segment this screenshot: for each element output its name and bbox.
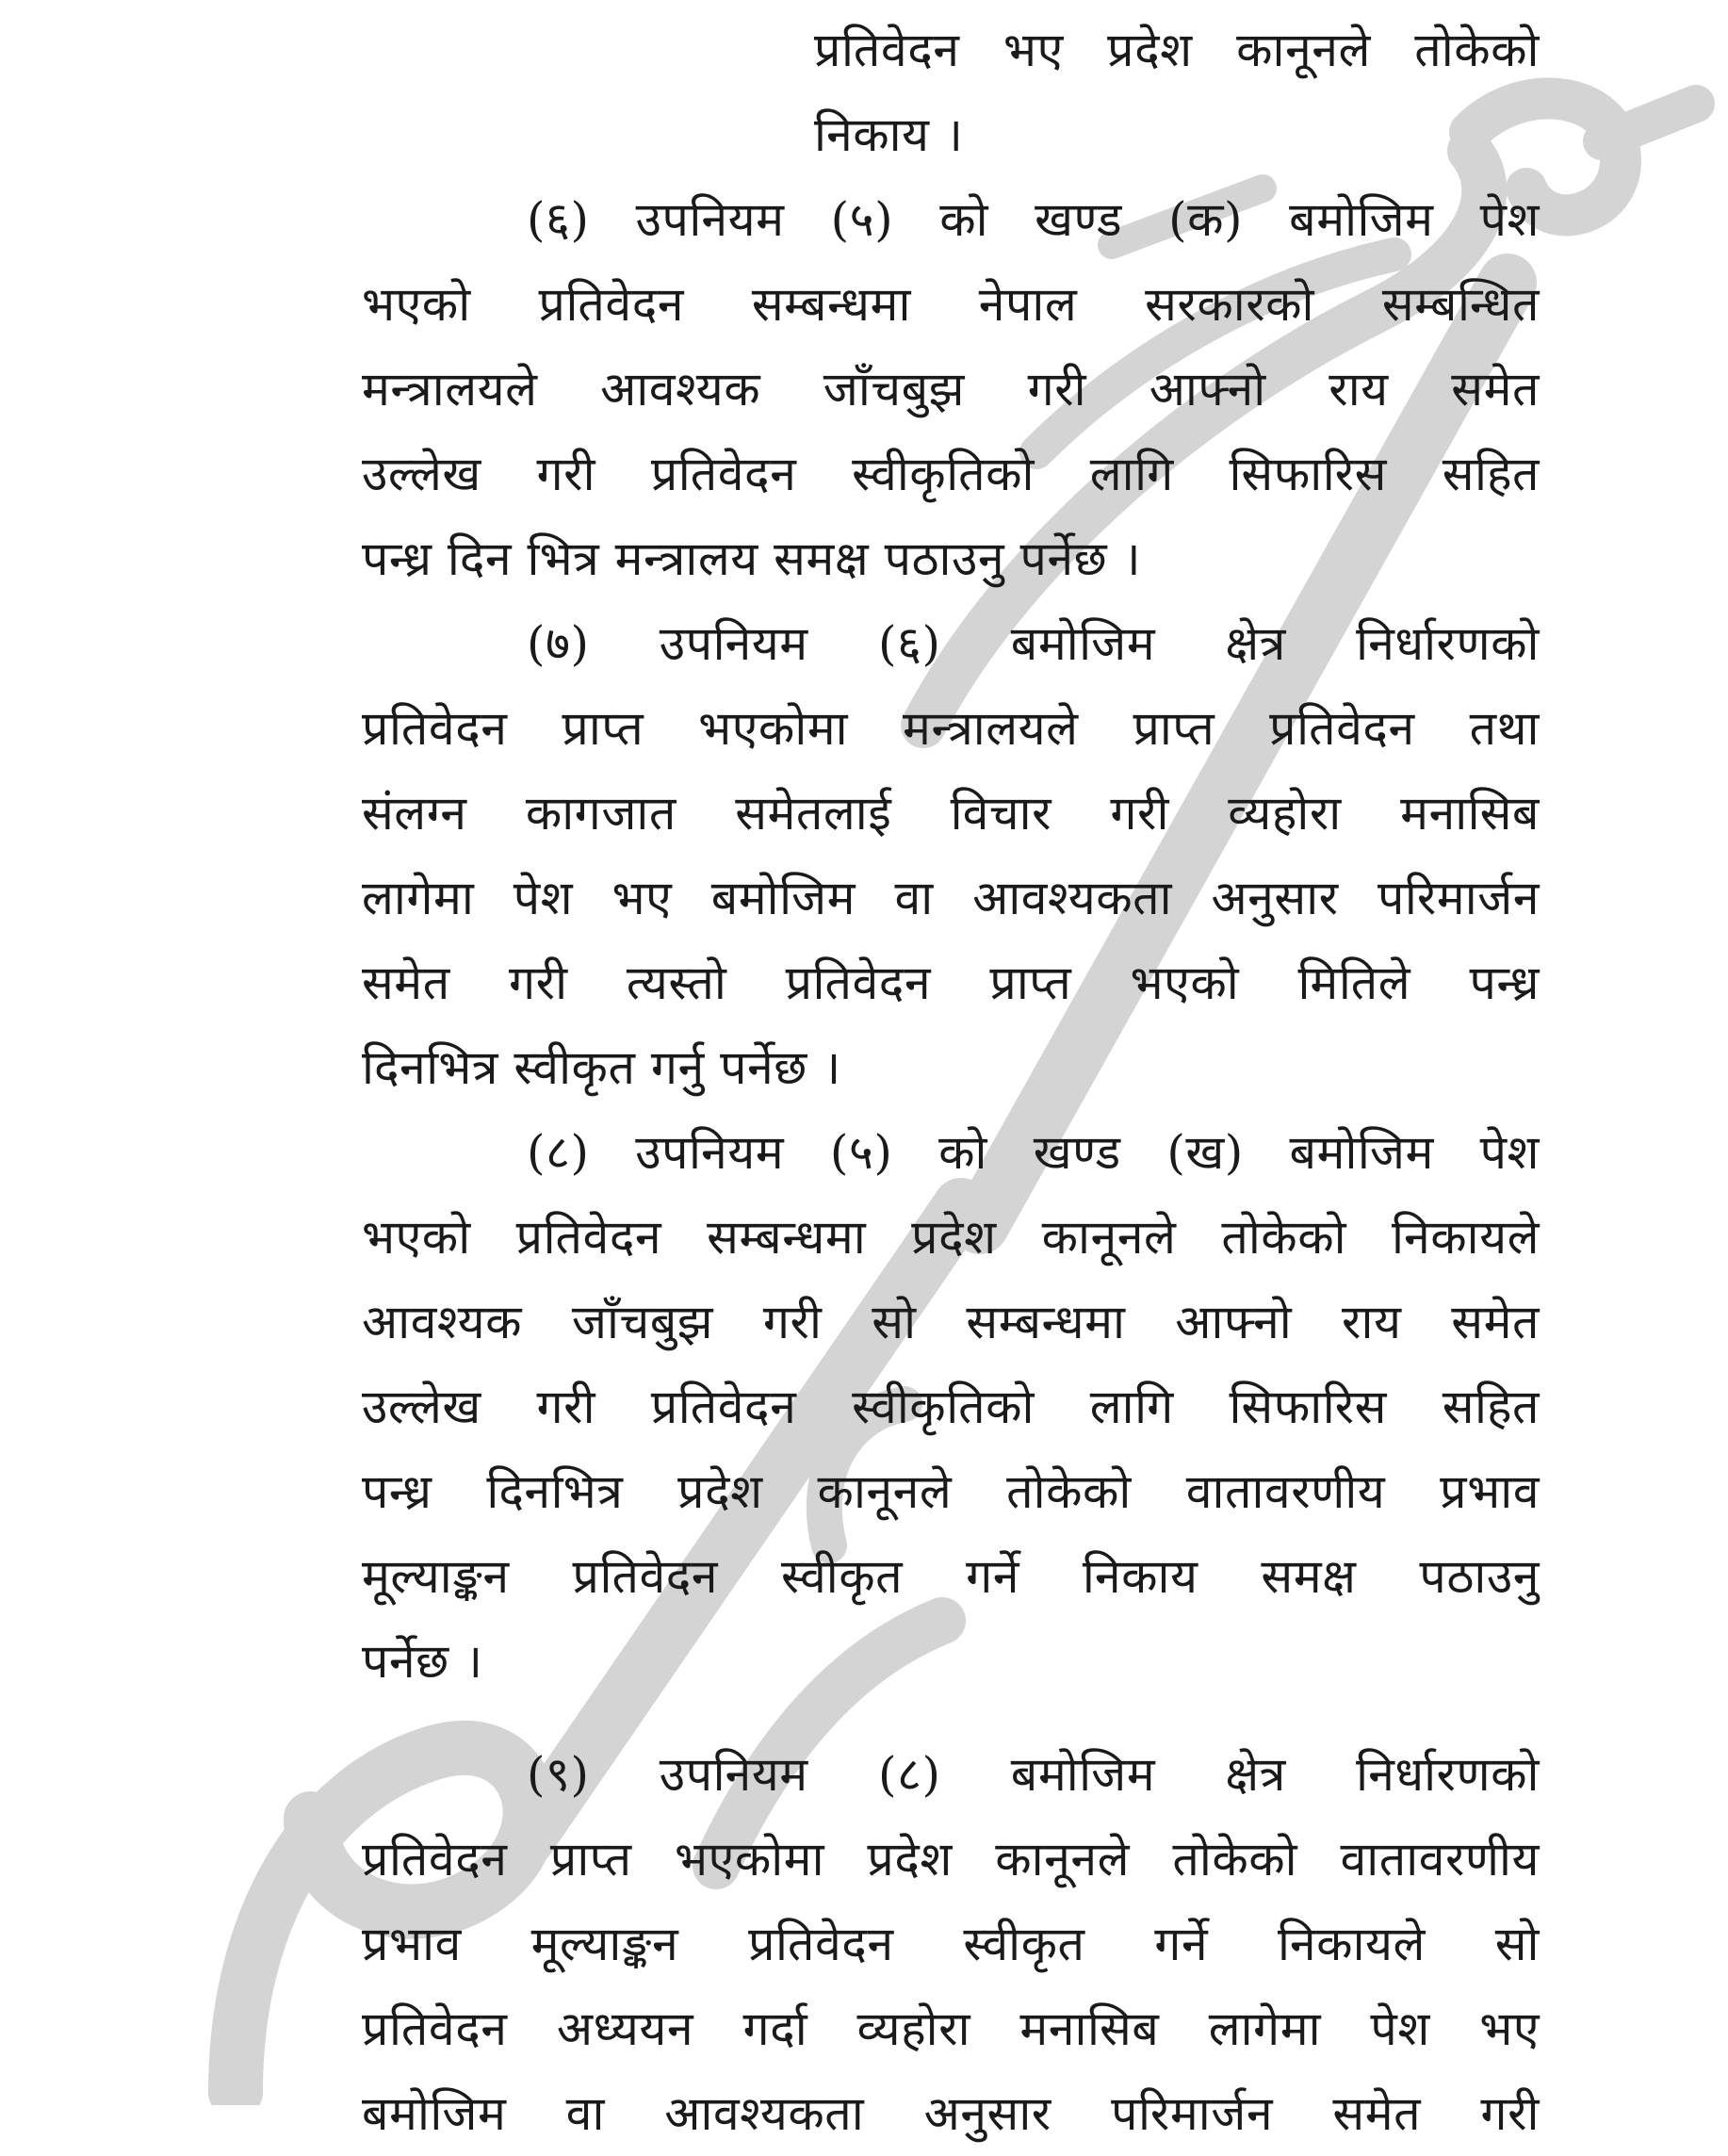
paragraph-8-line: पर्नेछ । (362, 1634, 483, 1689)
paragraph-6-line: (६) उपनियम (५) को खण्ड (क) बमोजिम पेश (527, 192, 1540, 247)
paragraph-8-line: पन्ध्र दिनभित्र प्रदेश कानूनले तोकेको वातावरणीय प्रभाव (362, 1464, 1540, 1519)
paragraph-9-line: प्रभाव मूल्याङ्कन प्रतिवेदन स्वीकृत गर्ने निकायले सो (362, 1917, 1540, 1971)
paragraph-7-line: (७) उपनियम (६) बमोजिम क्षेत्र निर्धारणको (527, 616, 1540, 671)
paragraph-8-line: भएको प्रतिवेदन सम्बन्धमा प्रदेश कानूनले तोकेको निकायले (362, 1210, 1540, 1265)
paragraph-8-line: (८) उपनियम (५) को खण्ड (ख) बमोजिम पेश (527, 1125, 1540, 1180)
paragraph-gap (362, 1704, 1540, 1732)
paragraph-9-line: बमोजिम वा आवश्यकता अनुसार परिमार्जन समेत गरी (362, 2086, 1540, 2141)
paragraph-9-line: प्रतिवेदन प्राप्त भएकोमा प्रदेश कानूनले तोकेको वातावरणीय (362, 1832, 1540, 1886)
paragraph-7-line: संलग्न कागजात समेतलाई विचार गरी व्यहोरा मनासिब (362, 786, 1540, 841)
document-text (362, 8, 1540, 2156)
paragraph-8-line: आवश्यक जाँचबुझ गरी सो सम्बन्धमा आफ्नो राय समेत (362, 1295, 1540, 1349)
paragraph-8-line: मूल्याङ्कन प्रतिवेदन स्वीकृत गर्ने निकाय समक्ष पठाउनु (362, 1549, 1540, 1604)
text-line: प्रतिवेदन भए प्रदेश कानूनले तोकेको (814, 23, 1540, 77)
text-line: निकाय । (814, 107, 964, 162)
paragraph-6-line: उल्लेख गरी प्रतिवेदन स्वीकृतिको लागि सिफारिस सहित (362, 447, 1540, 501)
paragraph-9-line: (९) उपनियम (८) बमोजिम क्षेत्र निर्धारणको (527, 1747, 1540, 1802)
paragraph-6-line: भएको प्रतिवेदन सम्बन्धमा नेपाल सरकारको सम्बन्धित (362, 277, 1540, 332)
paragraph-7-line: समेत गरी त्यस्तो प्रतिवेदन प्राप्त भएको मितिले पन्ध्र (362, 956, 1540, 1010)
paragraph-6-line: पन्ध्र दिन भित्र मन्त्रालय समक्ष पठाउनु पर्नेछ । (362, 531, 1142, 586)
paragraph-7-line: लागेमा पेश भए बमोजिम वा आवश्यकता अनुसार परिमार्जन (362, 871, 1540, 925)
paragraph-9-line: प्रतिवेदन अध्ययन गर्दा व्यहोरा मनासिब लागेमा पेश भए (362, 2001, 1540, 2056)
paragraph-8-line: उल्लेख गरी प्रतिवेदन स्वीकृतिको लागि सिफारिस सहित (362, 1380, 1540, 1434)
paragraph-7-line: दिनभित्र स्वीकृत गर्नु पर्नेछ । (362, 1040, 841, 1095)
paragraph-6-line: मन्त्रालयले आवश्यक जाँचबुझ गरी आफ्नो राय समेत (362, 362, 1540, 416)
paragraph-7-line: प्रतिवेदन प्राप्त भएकोमा मन्त्रालयले प्राप्त प्रतिवेदन तथा (362, 701, 1540, 756)
